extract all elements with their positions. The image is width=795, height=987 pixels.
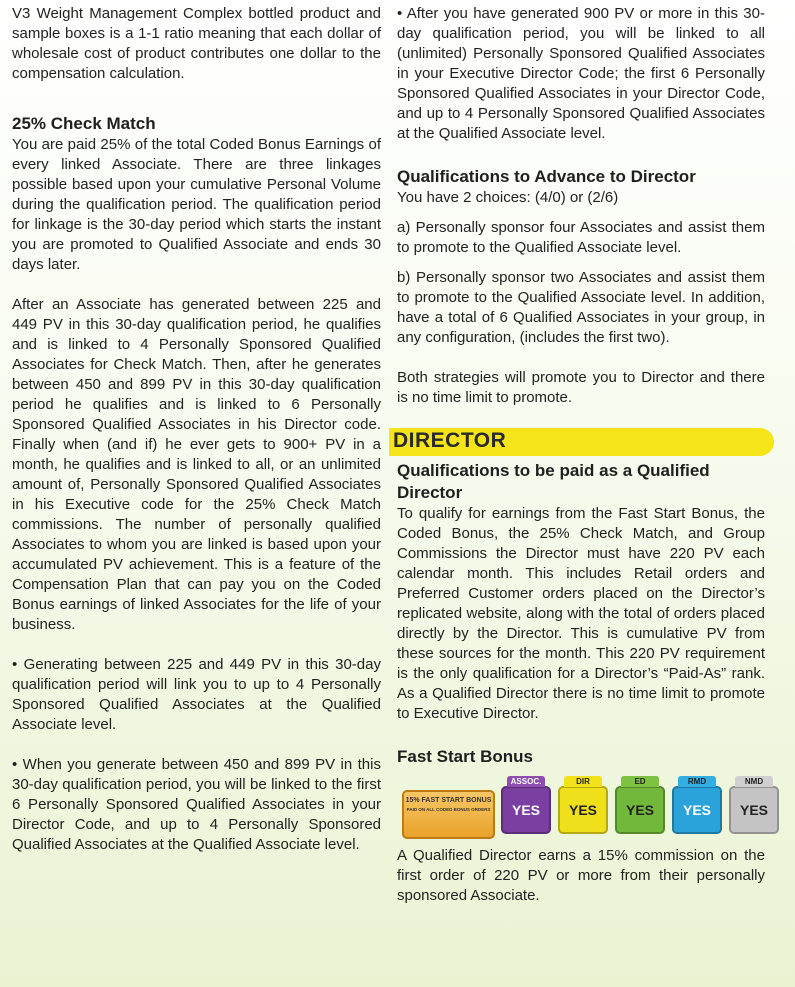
- check-match-paragraph-2: After an Associate has generated between 225 and 449 PV in this 30-day qualification period, he qualifies and is linked to 4 Personally Sponsored Qualified Associates for Check Match. Then, after he generates between 450 and 899 PV in this 30-day qualification period he qualifies and is linked to 6 Personally Sponsored Qualified Associates in his Director code. Finally when (and if) he ever gets to 900+ PV in a month, he qualifies and is linked to all, or an unlimited amount of, Personally Sponsored Qualified Associates in his Executive code for the 25% Check Match commissions. The number of personally qualified Associates to whom you are linked is based upon your accumulated PV achievement. This is a feature of the Compensation Plan that can pay you on the Coded Bonus earnings of linked Associates for the life of your business.: [12, 296, 381, 633]
- rank-yes-box: YES: [729, 786, 779, 834]
- rank-rmd: [672, 776, 722, 836]
- bullet-225-449: • Generating between 225 and 449 PV in this 30-day qualification period will link you to up to 4 Personally Sponsored Qualified Associates at the Qualified Associate level.: [12, 656, 381, 733]
- rank-label: ASSOC.: [507, 776, 545, 787]
- rank-yes-box: YES: [558, 786, 608, 834]
- right-column: [393, 4, 768, 906]
- rank-label: ED: [621, 776, 659, 787]
- option-a-text: a) Personally sponsor four Associates and assist them to promote to the Qualified Associate level.: [397, 219, 765, 256]
- rank-nmd: [729, 776, 779, 836]
- closing-paragraph: A Qualified Director earns a 15% commission on the first order of 220 PV or more from their personally sponsored Associate.: [397, 847, 765, 904]
- advance-to-director-heading: Qualifications to Advance to Director: [397, 167, 696, 186]
- rank-yes-box: YES: [615, 786, 665, 834]
- option-b-text: b) Personally sponsor two Associates and assist them to promote to the Qualified Associate level. In addition, have a total of 6 Qualified Associates in your group, in any configuration, (includes the first two).: [397, 269, 765, 346]
- paid-as-director-paragraph: To qualify for earnings from the Fast Start Bonus, the Coded Bonus, the 25% Check Match, and Group Commissions the Director must have 220 PV each calendar month. This includes Retail orders and Preferred Customer orders placed on the Director’s replicated website, along with the total of orders placed directly by the Director. This is cumulative PV from these sources for the month. This 220 PV requirement is the only qualification for a Director’s “Paid-As” rank. As a Qualified Director there is no time limit to promote to Executive Director.: [397, 505, 765, 722]
- fast-start-bonus-heading: Fast Start Bonus: [397, 747, 534, 766]
- fast-start-bonus-graphic: [397, 776, 768, 844]
- intro-paragraph: V3 Weight Management Complex bottled product and sample boxes is a 1-1 ratio meaning that each dollar of wholesale cost of product contributes one dollar to the compensation calculation.: [12, 5, 381, 82]
- rank-yes-box: YES: [672, 786, 722, 834]
- two-choices-text: You have 2 choices: (4/0) or (2/6): [397, 189, 619, 206]
- check-match-heading: 25% Check Match: [12, 114, 156, 133]
- bullet-450-899: • When you generate between 450 and 899 PV in this 30-day qualification period, you will be linked to the first 6 Personally Sponsored Qualified Associates in your Director Code, and up to 4 Personally Sponsored Qualified Associates at the Qualified Associate level.: [12, 756, 381, 853]
- check-match-paragraph-1: You are paid 25% of the total Coded Bonus Earnings of every linked Associate. There are three linkages possible based upon your cumulative Personal Volume during the qualification period. The qualification period for linkage is the 30-day period which starts the instant you are promoted to Qualified Associate and ends 30 days later.: [12, 136, 381, 273]
- director-banner: [389, 428, 774, 456]
- fast-start-bonus-box-subtitle: PAID ON ALL CODED BONUS ORDERS: [406, 807, 491, 812]
- rank-yes-box: YES: [501, 786, 551, 834]
- left-column: [12, 4, 381, 855]
- fast-start-bonus-box-title: 15% FAST START BONUS: [405, 797, 492, 804]
- rank-label: NMD: [735, 776, 773, 787]
- rank-dir: [558, 776, 608, 836]
- paid-as-director-heading: Qualifications to be paid as a Qualified Director: [397, 461, 710, 502]
- bullet-900-plus: • After you have generated 900 PV or more in this 30-day qualification period, you will be linked to all (unlimited) Personally Sponsored Qualified Associates in your Executive Director Code; the first 6 Personally Sponsored Qualified Associates in your Director Code, and up to 4 Personally Sponsored Qualified Associates at the Qualified Associate level.: [397, 5, 765, 142]
- rank-ed: [615, 776, 665, 836]
- both-strategies-text: Both strategies will promote you to Director and there is no time limit to promote.: [397, 369, 765, 406]
- rank-assoc: [501, 776, 551, 836]
- rank-label: DIR: [564, 776, 602, 787]
- fast-start-bonus-box: [402, 790, 495, 839]
- rank-label: RMD: [678, 776, 716, 787]
- director-banner-label: DIRECTOR: [393, 429, 507, 452]
